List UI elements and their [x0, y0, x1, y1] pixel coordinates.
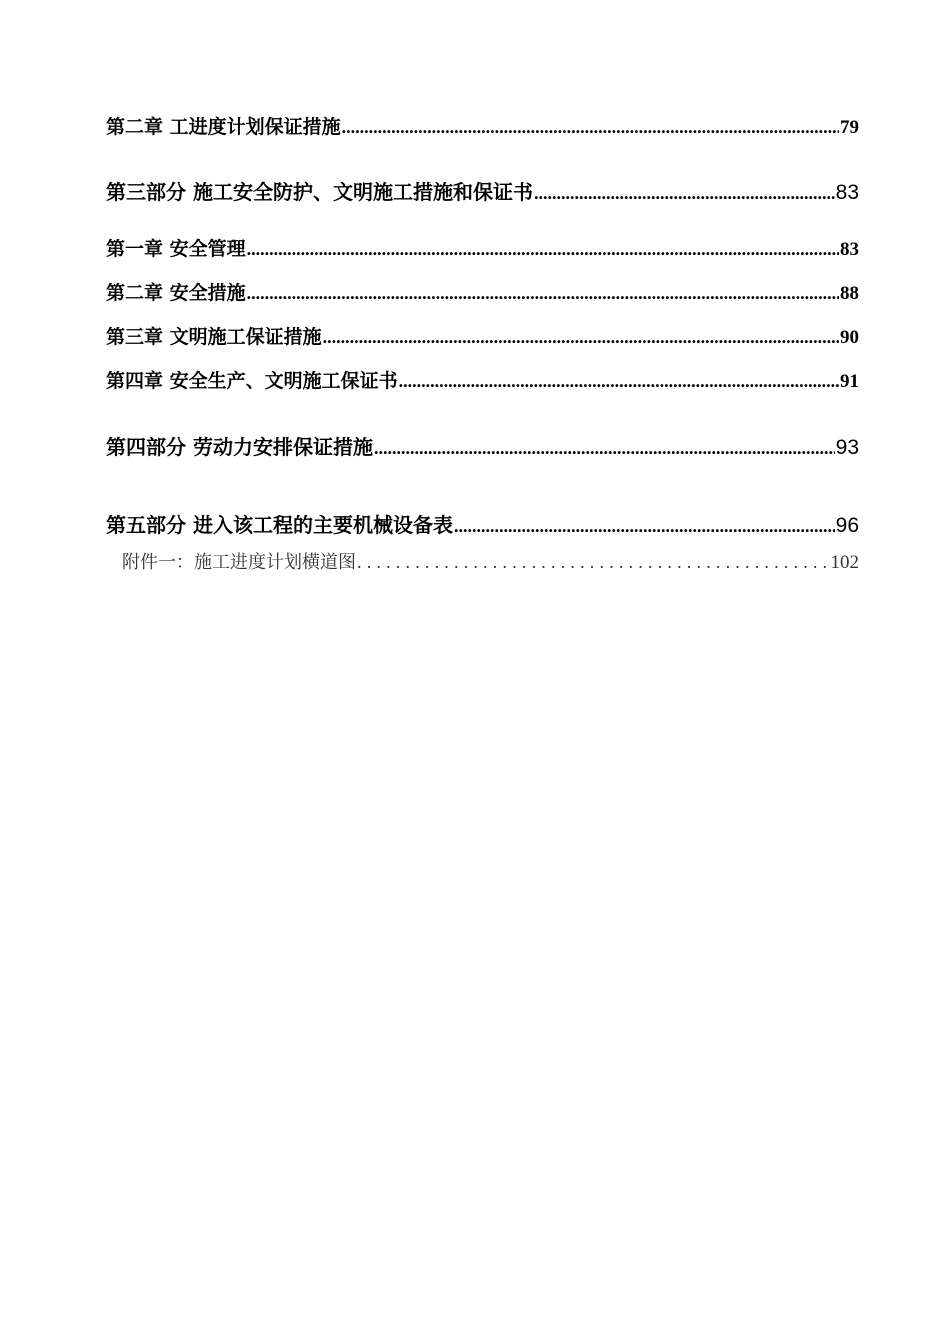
toc-dot-leader [247, 239, 839, 260]
toc-entry-title: 第一章 安全管理 [106, 238, 246, 260]
toc-entry-title: 第四部分 劳动力安排保证措施 [106, 435, 373, 459]
toc-dot-leader [534, 183, 835, 204]
toc-entry-page: 83 [840, 239, 859, 260]
toc-entry-title: 第二章 安全措施 [106, 282, 246, 304]
toc-entry-page: 93 [835, 436, 859, 459]
toc-entry-page: 88 [840, 283, 859, 304]
toc-entry[interactable] [106, 234, 859, 261]
toc-dot-leader [342, 117, 839, 138]
toc-dot-leader [357, 552, 830, 573]
toc-entry[interactable] [106, 278, 859, 305]
toc-dot-leader [374, 438, 835, 459]
toc-entry[interactable] [106, 431, 859, 460]
toc-entry[interactable] [106, 366, 859, 393]
toc-entry-page: 96 [835, 514, 859, 537]
toc-entry-title: 第三章 文明施工保证措施 [106, 326, 322, 348]
toc-entry[interactable] [122, 548, 859, 574]
toc-dot-leader [454, 516, 835, 537]
toc-entry-page: 90 [840, 327, 859, 348]
toc-dot-leader [323, 327, 839, 348]
toc-dot-leader [399, 371, 839, 392]
toc-entry-page: 91 [840, 371, 859, 392]
toc-entry-page: 102 [830, 552, 859, 573]
toc-entry[interactable] [106, 112, 859, 139]
toc-entry-title: 第二章 工进度计划保证措施 [106, 116, 341, 138]
toc-entry-title: 附件一：施工进度计划横道图 [122, 552, 356, 573]
toc-entry-page: 79 [840, 117, 859, 138]
toc-entry[interactable] [106, 509, 859, 538]
toc-entry[interactable] [106, 176, 859, 205]
toc-entry-title: 第三部分 施工安全防护、文明施工措施和保证书 [106, 180, 533, 204]
toc-entry-title: 第五部分 进入该工程的主要机械设备表 [106, 513, 453, 537]
toc-entry[interactable] [106, 322, 859, 349]
toc-entry-title: 第四章 安全生产、文明施工保证书 [106, 370, 398, 392]
toc-dot-leader [247, 283, 839, 304]
toc-entry-page: 83 [835, 181, 859, 204]
